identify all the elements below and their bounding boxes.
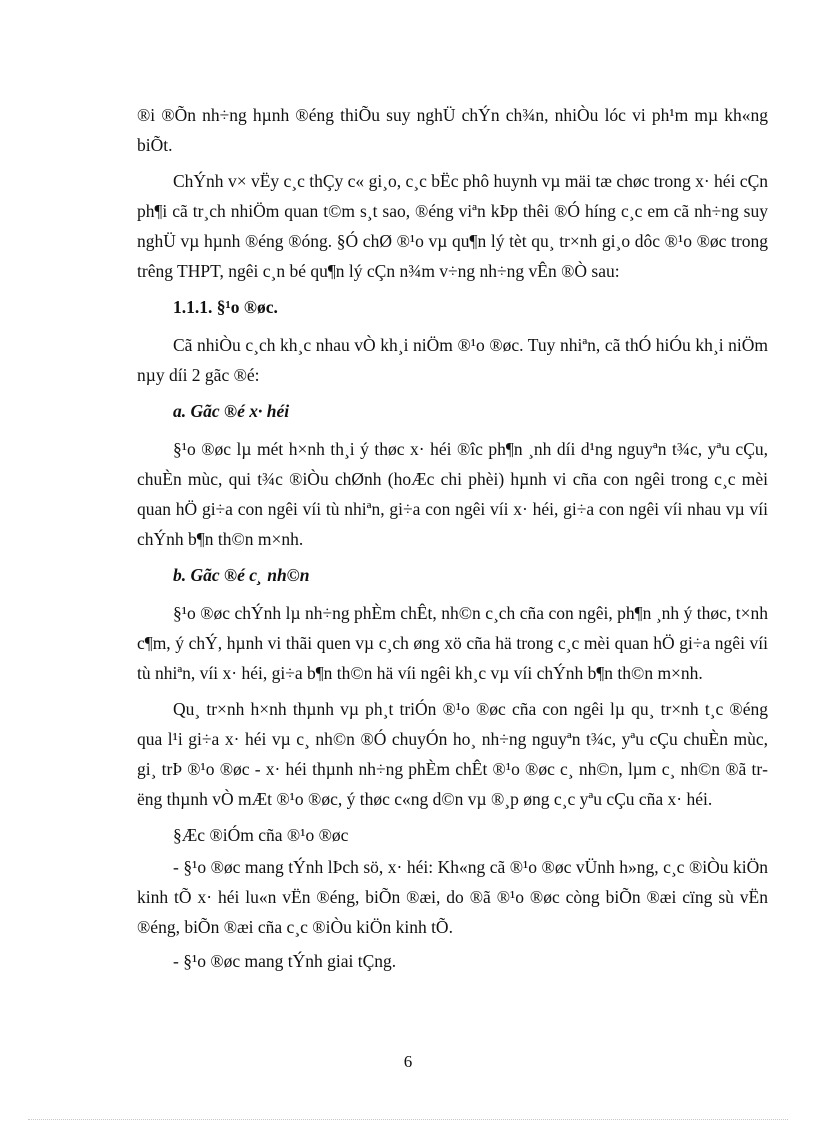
paragraph-continuation: ®i ®Õn nh÷ng hµnh ®éng thiÕu suy nghÜ chÝn ch¾n, nhiÒu lóc vi ph¹m mµ kh«ng biÕt. bbox=[137, 105, 768, 155]
subheading-social-perspective: a. Gãc ®é x· héi bbox=[173, 401, 290, 421]
section-heading-ethics: 1.1.1. §¹o ®øc. bbox=[173, 297, 278, 317]
paragraph-individual-definition: §¹o ®øc chÝnh lµ nh÷ng phÈm chÊt, nh©n c¸ch cña con ngêi, ph¶n ¸nh ý thøc, t×nh c¶m, ý chÝ, hµnh vi thãi quen vµ c¸ch øng xö cña hä trong c¸c mèi quan hÖ gi÷a ngêi víi tù nhiªn, víi x· héi, gi÷a b¶n th©n hä víi ngêi kh¸c vµ víi chÝnh b¶n th©n m×nh. bbox=[137, 603, 768, 683]
subheading-characteristics: §Æc ®iÓm cña ®¹o ®øc bbox=[173, 825, 349, 845]
paragraph-social-definition: §¹o ®øc lµ mét h×nh th¸i ý thøc x· héi ®îc ph¶n ¸nh díi d¹ng nguyªn t¾c, yªu cÇu, chuÈn mùc, qui t¾c ®iÒu chØnh (hoÆc chi phèi) hµnh vi cña con ngêi trong c¸c mèi quan hÖ gi÷a con ngêi víi tù nhiªn, gi÷a con ngêi víi x· héi, gi÷a con ngêi víi nhau vµ víi chÝnh b¶n th©n m×nh. bbox=[137, 439, 768, 549]
page-divider bbox=[28, 1119, 788, 1120]
paragraph-responsibility: ChÝnh v× vËy c¸c thÇy c« gi¸o, c¸c bËc phô huynh vµ mäi tæ chøc trong x· héi cÇn ph¶i cã tr¸ch nhiÖm quan t©m s¸t sao, ®éng viªn kÞp thêi ®Ó híng c¸c em cã nh÷ng suy nghÜ vµ hµnh ®éng ®óng. §Ó chØ ®¹o vµ qu¶n lý tèt qu¸ tr×nh gi¸o dôc ®¹o ®øc trong trêng THPT, ngêi c¸n bé qu¶n lý cÇn n¾m v÷ng nh÷ng vÊn ®Ò sau: bbox=[137, 171, 768, 281]
paragraph-formation-process: Qu¸ tr×nh h×nh thµnh vµ ph¸t triÓn ®¹o ®øc cña con ngêi lµ qu¸ tr×nh t¸c ®éng qua l¹i gi÷a x· héi vµ c¸ nh©n ®Ó chuyÓn ho¸ nh÷ng nguyªn t¾c, yªu cÇu chuÈn mùc, gi¸ trÞ ®¹o ®øc - x· héi thµnh nh÷ng phÈm chÊt ®¹o ®øc c¸ nh©n, lµm c¸ nh©n ®ã trëng thµnh vÒ mÆt ®¹o ®øc, ý thøc c«ng d©n vµ ®¸p øng c¸c yªu cÇu cña x· héi. bbox=[137, 699, 768, 809]
subheading-individual-perspective: b. Gãc ®é c¸ nh©n bbox=[173, 565, 310, 585]
paragraph-concept: Cã nhiÒu c¸ch kh¸c nhau vÒ kh¸i niÖm ®¹o ®øc. Tuy nhiªn, cã thÓ hiÓu kh¸i niÖm nµy díi 2 gãc ®é: bbox=[137, 335, 768, 385]
page-body bbox=[137, 100, 768, 980]
list-item-class: - §¹o ®øc mang tÝnh giai tÇng. bbox=[173, 951, 397, 971]
page-number: 6 bbox=[403, 1052, 413, 1071]
list-item-historical: - §¹o ®øc mang tÝnh lÞch sö, x· héi: Kh«ng cã ®¹o ®øc vÜnh h»ng, c¸c ®iÒu kiÖn kinh tÕ x· héi lu«n vËn ®éng, biÕn ®æi, do ®ã ®¹o ®øc còng biÕn ®æi cïng sù vËn ®éng, biÕn ®æi cña c¸c ®iÒu kiÖn kinh tÕ. bbox=[137, 857, 768, 937]
